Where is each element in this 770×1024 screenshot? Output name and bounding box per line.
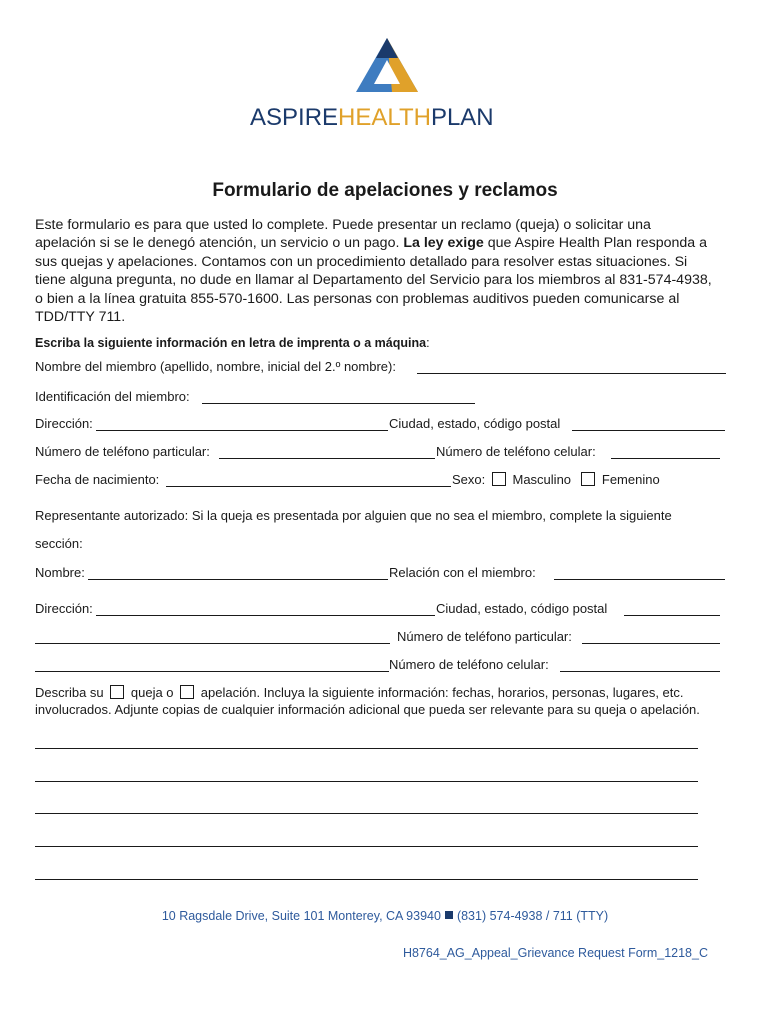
square-bullet-icon: [445, 911, 453, 919]
logo-health: HEALTH: [338, 104, 431, 131]
rep-address-line3-field[interactable]: [35, 671, 389, 672]
rep-home-phone-field[interactable]: [582, 643, 720, 644]
footer-phone: (831) 574-4938 / 711 (TTY): [456, 909, 609, 923]
footer: [0, 909, 770, 923]
rep-home-phone-label: Número de teléfono particular:: [397, 629, 572, 644]
logo: [250, 36, 512, 132]
member-cell-phone-label: Número de teléfono celular:: [436, 444, 596, 459]
female-checkbox[interactable]: [581, 472, 595, 486]
logo-wordmark: [250, 104, 494, 132]
member-address-label: Dirección:: [35, 416, 93, 431]
description-line-5[interactable]: [35, 879, 698, 880]
male-checkbox[interactable]: [492, 472, 506, 486]
apelacion-checkbox[interactable]: [180, 685, 194, 699]
member-cell-phone-field[interactable]: [611, 458, 720, 459]
member-address-field[interactable]: [96, 430, 388, 431]
rep-city-label: Ciudad, estado, código postal: [436, 601, 608, 616]
logo-triangle-icon: [354, 36, 420, 94]
form-code: H8764_AG_Appeal_Grievance Request Form_1218_C: [402, 946, 708, 960]
rep-name-label: Nombre:: [35, 565, 85, 580]
rep-address-field[interactable]: [96, 615, 435, 616]
logo-plan: PLAN: [430, 104, 494, 131]
member-sex-group: [452, 472, 660, 487]
rep-address-label: Dirección:: [35, 601, 93, 616]
rep-cell-phone-label: Número de teléfono celular:: [389, 657, 549, 672]
intro-paragraph: [35, 216, 715, 326]
male-label: Masculino: [512, 472, 572, 487]
member-home-phone-label: Número de teléfono particular:: [35, 444, 210, 459]
description-prefix: Describa su: [35, 685, 104, 700]
rep-address-line2-field[interactable]: [35, 643, 390, 644]
page-title: Formulario de apelaciones y reclamos: [212, 180, 558, 201]
footer-address: 10 Ragsdale Drive, Suite 101 Monterey, CA 93940: [161, 909, 441, 923]
description-line-4[interactable]: [35, 846, 698, 847]
description-rest: apelación. Incluya la siguiente información: fechas, horarios, personas, lugares, etc. involucrados. Adjunte copias de cualquier información adicional que pueda ser relevante para su queja o apelación.: [35, 685, 700, 717]
member-dob-label: Fecha de nacimiento:: [35, 472, 160, 487]
member-dob-field[interactable]: [166, 486, 451, 487]
rep-relation-label: Relación con el miembro:: [389, 565, 536, 580]
rep-intro-line1: Representante autorizado: Si la queja es presentada por alguien que no sea el miembro, complete la siguiente: [35, 508, 672, 523]
member-home-phone-field[interactable]: [219, 458, 435, 459]
queja-checkbox[interactable]: [110, 685, 124, 699]
member-id-field[interactable]: [202, 403, 475, 404]
rep-name-field[interactable]: [88, 579, 388, 580]
intro-part1: Este formulario es para que usted lo complete. Puede presentar un reclamo (queja) o solicitar una apelación si se le denegó atención, un servicio o un pago.: [35, 217, 651, 252]
description-line-2[interactable]: [35, 781, 698, 782]
intro-part2: que Aspire Health Plan responda a sus quejas y apelaciones. Contamos con un procedimiento detallado para resolver estas situaciones. Si tiene alguna pregunta, no dude en llamar al Departamento del Servicio para los miembros al 831-574-4938, o bien a la línea gratuita 855-570-1600. Las personas con problemas auditivos pueden comunicarse al TDD/TTY 711.: [35, 235, 712, 326]
instruction-tail: :: [426, 336, 430, 350]
member-sex-label: Sexo:: [452, 472, 486, 487]
member-name-label: Nombre del miembro (apellido, nombre, inicial del 2.º nombre):: [35, 359, 396, 374]
logo-aspire: ASPIRE: [250, 104, 339, 131]
description-paragraph: [35, 684, 715, 718]
description-queja: queja o: [130, 685, 174, 700]
intro-bold: La ley exige: [403, 235, 484, 252]
description-line-3[interactable]: [35, 813, 698, 814]
description-line-1[interactable]: [35, 748, 698, 749]
instruction: [35, 336, 430, 350]
rep-relation-field[interactable]: [554, 579, 725, 580]
member-city-label: Ciudad, estado, código postal: [389, 416, 561, 431]
instruction-bold: Escriba la siguiente información en letra de imprenta o a máquina: [35, 336, 427, 350]
female-label: Femenino: [601, 472, 660, 487]
rep-city-field[interactable]: [624, 615, 720, 616]
member-city-field[interactable]: [572, 430, 725, 431]
rep-intro-line2: sección:: [35, 536, 83, 551]
rep-cell-phone-field[interactable]: [560, 671, 720, 672]
member-name-field[interactable]: [417, 373, 726, 374]
member-id-label: Identificación del miembro:: [35, 389, 190, 404]
